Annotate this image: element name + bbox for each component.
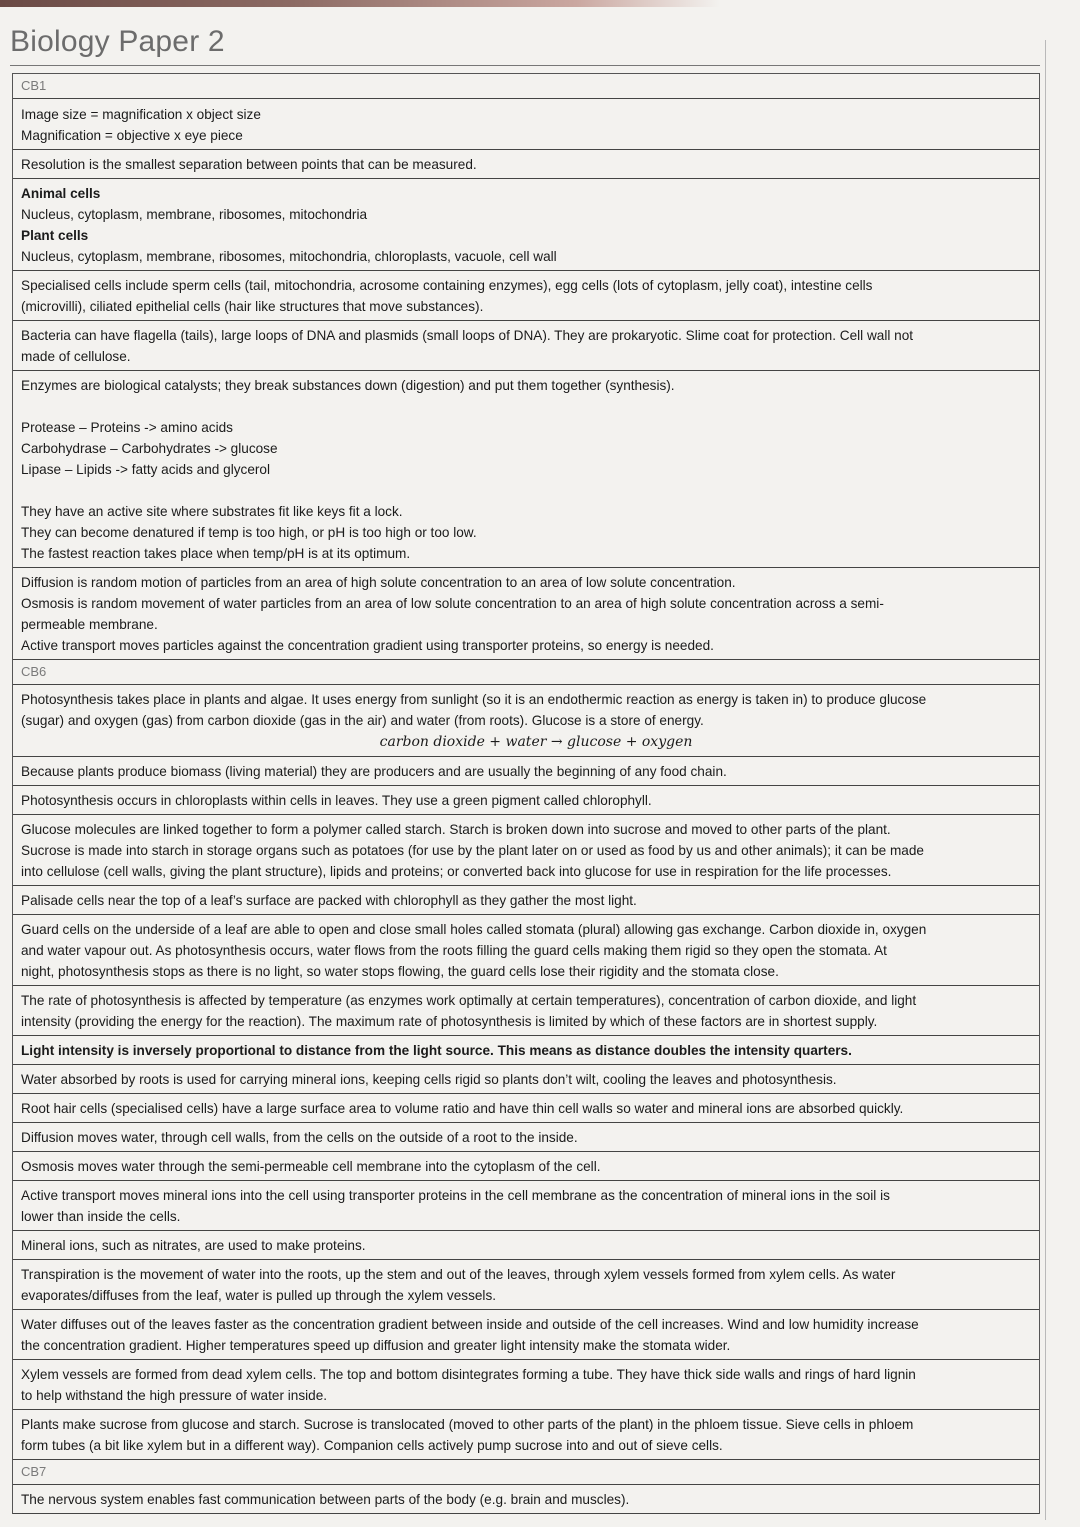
note-line: The fastest reaction takes place when temp/pH is at its optimum.: [21, 546, 411, 561]
note-line: to help withstand the high pressure of water inside.: [21, 1388, 328, 1403]
note-line: They can become denatured if temp is too high, or pH is too high or too low.: [21, 525, 477, 540]
notes-table: [12, 73, 1040, 1514]
xylem-note: [13, 1360, 1039, 1410]
note-line: Nucleus, cytoplasm, membrane, ribosomes, mitochondria: [21, 207, 368, 222]
section-label-cb1: CB1: [13, 74, 1039, 99]
note-line: Image size = magnification x object size: [21, 107, 261, 122]
nervous-system-note: [13, 1485, 1039, 1514]
note-line: Sucrose is made into starch in storage organs such as potatoes (for use by the plant later on or used as food by us and other animals); it can be made: [21, 843, 924, 858]
note-line: Diffusion is random motion of particles from an area of high solute concentration to an area of low solute concentration.: [21, 575, 736, 590]
note-line: Because plants produce biomass (living material) they are producers and are usually the beginning of any food chain.: [21, 764, 727, 779]
page-title: Biology Paper 2: [10, 25, 225, 58]
note-line: Photosynthesis takes place in plants and algae. It uses energy from sunlight (so it is an endothermic reaction as energy is taken in) to produce glucose: [21, 692, 927, 707]
title-rule: [10, 65, 1040, 66]
note-line: Diffusion moves water, through cell walls, from the cells on the outside of a root to the inside.: [21, 1130, 578, 1145]
note-line: permeable membrane.: [21, 617, 158, 632]
note-line: They have an active site where substrates fit like keys fit a lock.: [21, 504, 403, 519]
note-line: Water absorbed by roots is used for carrying mineral ions, keeping cells rigid so plants don’t wilt, cooling the leaves and photosynthesis.: [21, 1072, 837, 1087]
enzyme-reaction: Protease – Proteins -> amino acids: [21, 420, 233, 435]
note-line: (sugar) and oxygen (gas) from carbon dioxide (gas in the air) and water (from roots). Glucose is a store of energy.: [21, 713, 704, 728]
bacteria-note: [13, 321, 1039, 371]
note-line: made of cellulose.: [21, 349, 131, 364]
transport-note: [13, 568, 1039, 660]
note-line: Resolution is the smallest separation between points that can be measured.: [21, 157, 477, 172]
note-line: form tubes (a bit like xylem but in a different way). Companion cells actively pump sucrose into and out of sieve cells.: [21, 1438, 723, 1453]
note-line: into cellulose (cell walls, giving the plant structure), lipids and proteins; or converted back into glucose for use in respiration for the life processes.: [21, 864, 892, 879]
rate-note: [13, 986, 1039, 1036]
note-line: Nucleus, cytoplasm, membrane, ribosomes, mitochondria, chloroplasts, vacuole, cell wall: [21, 249, 557, 264]
note-line: Palisade cells near the top of a leaf’s surface are packed with chlorophyll as they gather the most light.: [21, 893, 637, 908]
photosynthesis-note: [13, 685, 1039, 757]
sucrose-note: [13, 1410, 1039, 1460]
note-line: The nervous system enables fast communication between parts of the body (e.g. brain and muscles).: [21, 1492, 630, 1507]
water-use-note: [13, 1065, 1039, 1094]
note-line: Photosynthesis occurs in chloroplasts within cells in leaves. They use a green pigment called chlorophyll.: [21, 793, 652, 808]
note-line: and water vapour out. As photosynthesis occurs, water flows from the roots filling the guard cells making them rigid so they open the stomata. At: [21, 943, 887, 958]
note-line: Magnification = objective x eye piece: [21, 128, 243, 143]
note-line: Xylem vessels are formed from dead xylem cells. The top and bottom disintegrates forming a tube. They have thick side walls and rings of hard lignin: [21, 1367, 916, 1382]
animal-cells-heading: Animal cells: [21, 186, 101, 201]
cells-note: [13, 179, 1039, 271]
note-line: (microvilli), ciliated epithelial cells (hair like structures that move substances).: [21, 299, 484, 314]
spacer: [21, 396, 1031, 417]
osmosis-note: [13, 1152, 1039, 1181]
spacer: [21, 480, 1031, 501]
chloroplasts-note: [13, 786, 1039, 815]
note-line: evaporates/diffuses from the leaf, water is pulled up through the xylem vessels.: [21, 1288, 497, 1303]
margin-line: [1045, 40, 1046, 1520]
guard-cells-note: [13, 915, 1039, 986]
specialised-cells-note: [13, 271, 1039, 321]
note-line: Active transport moves particles against the concentration gradient using transporter proteins, so energy is needed.: [21, 638, 714, 653]
enzyme-reaction: Carbohydrase – Carbohydrates -> glucose: [21, 441, 278, 456]
note-line: Enzymes are biological catalysts; they break substances down (digestion) and put them together (synthesis).: [21, 378, 675, 393]
diffusion-note: [13, 1123, 1039, 1152]
note-line: Glucose molecules are linked together to form a polymer called starch. Starch is broken down into sucrose and moved to other parts of the plant.: [21, 822, 891, 837]
section-label-cb6: CB6: [13, 660, 1039, 685]
transpiration-note: [13, 1260, 1039, 1310]
glucose-note: [13, 815, 1039, 886]
plant-cells-heading: Plant cells: [21, 228, 89, 243]
note-line: The rate of photosynthesis is affected by temperature (as enzymes work optimally at certain temperatures), concentration of carbon dioxide, and light: [21, 993, 917, 1008]
enzyme-reaction: Lipase – Lipids -> fatty acids and glycerol: [21, 462, 270, 477]
note-line: Transpiration is the movement of water into the roots, up the stem and out of the leaves, through xylem vessels formed from xylem cells. As water: [21, 1267, 896, 1282]
palisade-note: [13, 886, 1039, 915]
magnification-note: [13, 99, 1039, 150]
producers-note: [13, 757, 1039, 786]
light-intensity-note: [13, 1036, 1039, 1065]
note-line: Light intensity is inversely proportional to distance from the light source. This means as distance doubles the intensity quarters.: [21, 1043, 852, 1058]
note-line: night, photosynthesis stops as there is no light, so water stops flowing, the guard cells lose their rigidity and the stomata close.: [21, 964, 779, 979]
note-line: lower than inside the cells.: [21, 1209, 181, 1224]
note-line: Water diffuses out of the leaves faster as the concentration gradient between inside and outside of the cell increases. Wind and low humidity increase: [21, 1317, 919, 1332]
note-line: Root hair cells (specialised cells) have a large surface area to volume ratio and have thin cell walls so water and mineral ions are absorbed quickly.: [21, 1101, 904, 1116]
note-line: Mineral ions, such as nitrates, are used to make proteins.: [21, 1238, 366, 1253]
note-line: the concentration gradient. Higher temperatures speed up diffusion and greater light intensity make the stomata wider.: [21, 1338, 731, 1353]
note-line: Osmosis moves water through the semi-permeable cell membrane into the cytoplasm of the cell.: [21, 1159, 601, 1174]
root-hair-note: [13, 1094, 1039, 1123]
note-line: Specialised cells include sperm cells (tail, mitochondria, acrosome containing enzymes), egg cells (lots of cytoplasm, jelly coat), intestine cells: [21, 278, 873, 293]
note-line: Bacteria can have flagella (tails), large loops of DNA and plasmids (small loops of DNA). They are prokaryotic. Slime coat for protection. Cell wall not: [21, 328, 914, 343]
section-label-cb7: CB7: [13, 1460, 1039, 1485]
page-top-edge: [0, 0, 720, 7]
note-line: intensity (providing the energy for the reaction). The maximum rate of photosynthesis is limited by which of these factors are in shortest supply.: [21, 1014, 878, 1029]
note-line: Active transport moves mineral ions into the cell using transporter proteins in the cell membrane as the concentration of mineral ions in the soil is: [21, 1188, 890, 1203]
note-line: Guard cells on the underside of a leaf are able to open and close small holes called stomata (plural) allowing gas exchange. Carbon dioxide in, oxygen: [21, 922, 927, 937]
water-diffusion-note: [13, 1310, 1039, 1360]
note-line: Plants make sucrose from glucose and starch. Sucrose is translocated (moved to other parts of the plant) in the phloem tissue. Sieve cells in phloem: [21, 1417, 914, 1432]
note-line: Osmosis is random movement of water particles from an area of low solute concentration to an area of high solute concentration across a semi-: [21, 596, 884, 611]
enzymes-note: [13, 371, 1039, 568]
photosynthesis-equation: carbon dioxide + water → glucose + oxygen: [379, 734, 693, 750]
resolution-note: [13, 150, 1039, 179]
active-transport-note: [13, 1181, 1039, 1231]
minerals-note: [13, 1231, 1039, 1260]
